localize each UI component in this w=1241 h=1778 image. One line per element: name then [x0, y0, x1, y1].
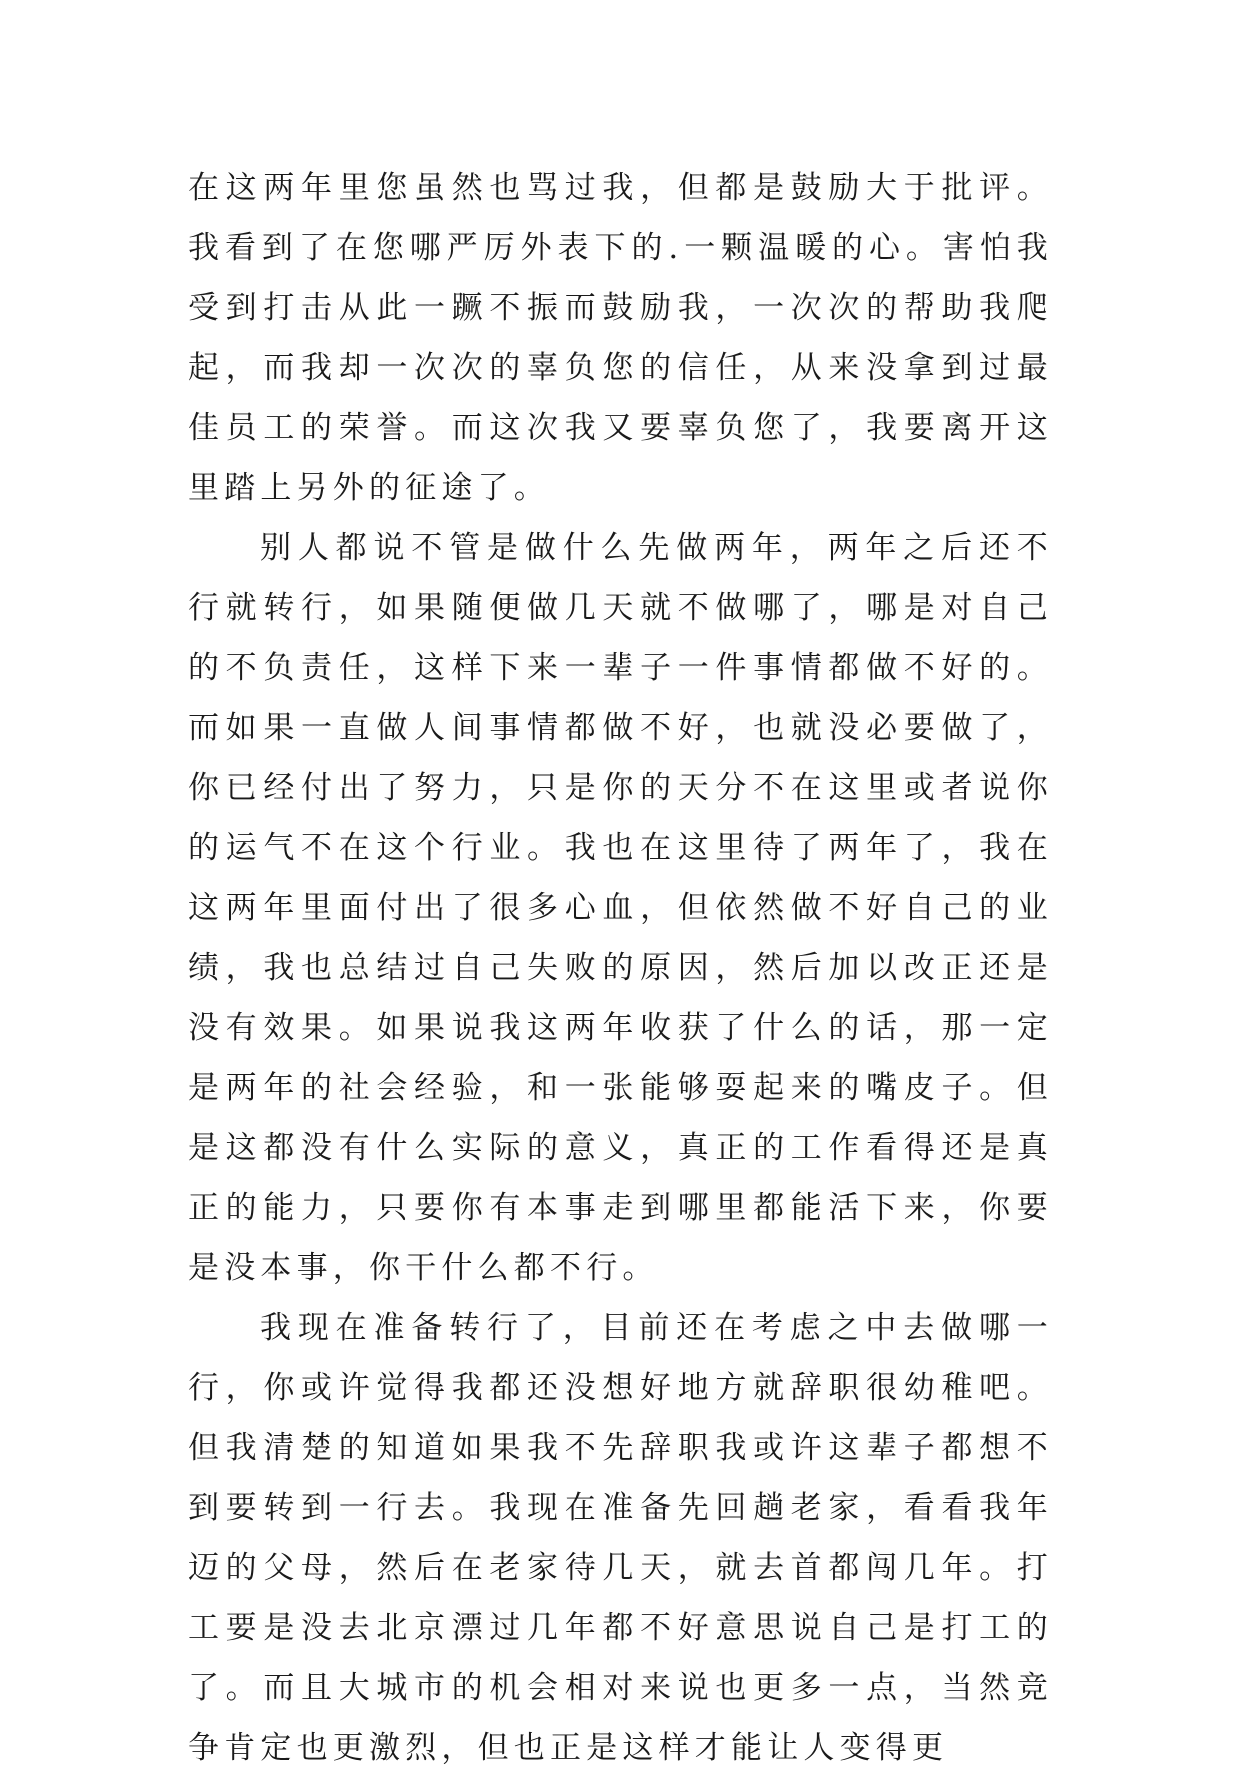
document-body	[188, 158, 1053, 1778]
paragraph-2: 别人都说不管是做什么先做两年，两年之后还不行就转行，如果随便做几天就不做哪了，哪是对自己的不负责任，这样下来一辈子一件事情都做不好的。而如果一直做人间事情都做不好，也就没必要做了，你已经付出了努力，只是你的天分不在这里或者说你的运气不在这个行业。我也在这里待了两年了，我在这两年里面付出了很多心血，但依然做不好自己的业绩，我也总结过自己失败的原因，然后加以改正还是没有效果。如果说我这两年收获了什么的话，那一定是两年的社会经验，和一张能够耍起来的嘴皮子。但是这都没有什么实际的意义，真正的工作看得还是真正的能力，只要你有本事走到哪里都能活下来，你要是没本事，你干什么都不行。	[188, 530, 1053, 1286]
paragraph-3: 我现在准备转行了，目前还在考虑之中去做哪一行，你或许觉得我都还没想好地方就辞职很幼稚吧。但我清楚的知道如果我不先辞职我或许这辈子都想不到要转到一行去。我现在准备先回趟老家，看看我年迈的父母，然后在老家待几天，就去首都闯几年。打工要是没去北京漂过几年都不好意思说自己是打工的了。而且大城市的机会相对来说也更多一点，当然竞争肯定也更激烈，但也正是这样才能让人变得更	[188, 1310, 1053, 1766]
paragraph-1: 在这两年里您虽然也骂过我，但都是鼓励大于批评。我看到了在您哪严厉外表下的.一颗温暖的心。害怕我受到打击从此一蹶不振而鼓励我，一次次的帮助我爬起，而我却一次次的辜负您的信任，从来没拿到过最佳员工的荣誉。而这次我又要辜负您了，我要离开这里踏上另外的征途了。	[188, 170, 1053, 506]
